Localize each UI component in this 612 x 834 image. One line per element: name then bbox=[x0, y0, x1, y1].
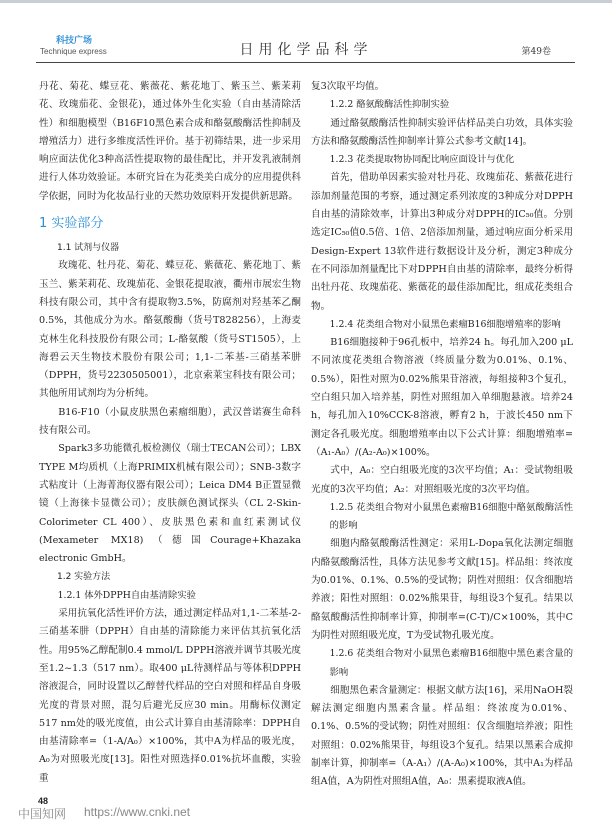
melanin-paragraph: 细胞黑色素含量测定：根据文献方法[16]，采用NaOH裂解法测定细胞内黑素含量。样品组：终浓度为0.01%、0.1%、0.5%的受试物；阴性对照组：仅含细胞培养液；阳性对照组：0.02%熊果苷，每组设3个复孔。结果以黑素合成抑制率计算，抑制率=（A-A₁）/(A-A₀)×100%，其中A₁为样品组A值，A为阴性对照组A值，A₀：黑素提取液A值。 bbox=[311, 684, 573, 788]
cnki-watermark-logo: 中国知网 bbox=[18, 807, 67, 821]
continued-paragraph: 复3次取平均值。 bbox=[311, 81, 385, 92]
rsm-paragraph: 首先，借助单因素实验对牡丹花、玫瑰茄花、紫薇花进行添加剂量范围的考察，通过测定系列浓度的3种成分对DPPH自由基的清除效率，计算出3种成分对DPPH的IC₅₀值。分别选定IC₅₀值0.5倍、1倍、2倍添加剂量，通过响应面分析采用Design-Expert 13软件进行数据设计及分析，测定3种成分在不同添加剂量配比下对DPPH自由基的清除率，最终分析得出牡丹花、玫瑰茄花、紫薇花的最佳添加配比，组成花类组合物。 bbox=[311, 172, 573, 312]
tyrosinase-paragraph: 通过酪氨酸酶活性抑制实验评估样品美白功效，具体实验方法和酪氨酸酶活性抑制率计算公式参考文献[14]。 bbox=[311, 117, 573, 147]
section-heading: 1 实验部分 bbox=[39, 216, 104, 232]
page-number: 48 bbox=[38, 796, 49, 806]
running-header bbox=[36, 36, 575, 60]
subsubsection-heading: 1.2.6 花类组合物对小鼠黑色素瘤B16细胞中黑色素含量的影响 bbox=[329, 648, 573, 678]
formula-legend-paragraph: 式中，A₀：空白组吸光度的3次平均值；A₁：受试物组吸光度的3次平均值；A₂：对照组吸光度的3次平均值。 bbox=[311, 465, 573, 495]
subsubsection-heading: 1.2.4 花类组合物对小鼠黑色素瘤B16细胞增殖率的影响 bbox=[329, 318, 561, 330]
subsection-heading: 1.2 实验方法 bbox=[57, 572, 111, 583]
subsubsection-heading: 1.2.5 花类组合物对小鼠黑色素瘤B16细胞中酪氨酸酶活性的影响 bbox=[329, 501, 573, 532]
volume-label: 第49卷 bbox=[521, 47, 551, 57]
top-border bbox=[0, 0, 612, 3]
subsubsection-heading: 1.2.3 花类提取物协同配比响应面设计与优化 bbox=[329, 154, 515, 166]
left-column bbox=[39, 78, 301, 788]
dpph-paragraph: 采用抗氧化活性评价方法，通过测定样品对1,1-二苯基-2-三硝基苯肼（DPPH）自由基的清除能力来评估其抗氧化活性。用95%乙醇配制0.4 mmol/L DPPH溶液并调节其吸光度至1.2~1.3（517 nm）。取400 μL待测样品与等体积DPPH溶液混合，同时设置以乙醇替代样品的空白对照和样品自身吸光度的背景对照，混匀后避光反应30 min。用酶标仪测定517 nm处的吸光度值，由公式计算自由基清除率：DPPH自由基清除率=（1-A/A₀）×100%，其中A为样品的吸光度，A₀为对照吸光度[13]。阳性对照选择0.01%抗坏血酸，实验重 bbox=[39, 608, 301, 784]
instruments-paragraph: Spark3多功能微孔板检测仪（瑞士TECAN公司）；LBX TYPE M均质机（上海PRIMIX机械有限公司）；SNB-3数字式粘度计（上海菁海仪器有限公司）；Leica DM4 B正置显微镜（上海徕卡显微公司）；皮肤颜色测试探头（CL 2-Skin-Colorimeter CL 400）、皮肤黑色素和血红素测试仪(Mexameter MX18)（德国Courage+Khazaka electronic GmbH。 bbox=[39, 443, 301, 565]
header-rule bbox=[36, 62, 575, 63]
subsubsection-heading: 1.2.2 酪氨酸酶活性抑制实验 bbox=[329, 99, 450, 111]
subsection-heading: 1.1 试剂与仪器 bbox=[57, 243, 120, 254]
column-label-cn: 科技广场 bbox=[56, 36, 93, 46]
subsubsection-heading: 1.2.1 体外DPPH自由基清除实验 bbox=[57, 589, 196, 601]
column-label-en: Technique express bbox=[40, 47, 107, 56]
cell-tyrosinase-paragraph: 细胞内酪氨酸酶活性测定：采用L-Dopa氧化法测定细胞内酪氨酸酶活性，具体方法见参考文献[15]。样品组：终浓度为0.01%、0.1%、0.5%的受试物；阴性对照组：仅含细胞培养液；阳性对照组：0.02%熊果苷，每组设3个复孔。结果以酪氨酸酶活性抑制率计算，抑制率=(C-T)/C×100%，其中C为阴性对照组吸光度，T为受试物孔吸光度。 bbox=[311, 538, 573, 641]
cnki-watermark-url[interactable]: https://www.cnki.net bbox=[84, 805, 191, 819]
column-label bbox=[40, 36, 140, 57]
right-column bbox=[311, 78, 573, 792]
reagents-paragraph: 玫瑰花、牡丹花、菊花、蝶豆花、紫薇花、紫花地丁、紫玉兰、紫茉莉花、玫瑰茄花、金银花提取液，衢州市展宏生物科技有限公司，其中含有提取物3.5%，防腐剂对羟基苯乙酮0.5%，其他成分为水。酪氨酸酶（货号T828256），上海麦克林生化科技股份有限公司；L-酪氨酸（货号ST1505），上海碧云天生物技术股份有限公司；1,1-二苯基-三硝基苯肼（DPPH，货号2230505001），北京索莱宝科技有限公司；其他所用试剂均为分析纯。 bbox=[39, 260, 301, 400]
intro-paragraph: 丹花、菊花、蝶豆花、紫薇花、紫花地丁、紫玉兰、紫茉莉花、玫瑰茄花、金银花)，通过体外生化实验（自由基清除活性）和细胞模型（B16F10黑色素合成和酪氨酸酶活性抑制及增殖活力）进行多维度活性评价。基于初筛结果，进一步采用响应面法优化3种高活性提取物的最佳配比，并开发乳液制剂进行人体功效验证。本研究旨在为花类美白成分的应用提供科学依据，同时为化妆品行业的天然功效原料开发提供新思路。 bbox=[39, 81, 301, 202]
journal-title: 日用化学品科学 bbox=[239, 42, 373, 58]
proliferation-paragraph: B16细胞接种于96孔板中，培养24 h。每孔加入200 μL不同浓度花类组合物溶液（终质量分数为0.01%、0.1%、0.5%），阳性对照为0.02%熊果苷溶液，每组接种3个复孔，空白组只加入培养基，阴性对照组加入单细胞悬液。培养24 h，每孔加入10%CCK-8溶液，孵育2 h，于波长450 nm下测定各孔吸光度。细胞增殖率由以下公式计算：细胞增殖率=（A₁-A₀）/(A₂-A₀)×100%。 bbox=[311, 337, 573, 458]
cells-paragraph: B16-F10（小鼠皮肤黑色素瘤细胞），武汉普诺赛生命科技有限公司。 bbox=[39, 406, 301, 437]
